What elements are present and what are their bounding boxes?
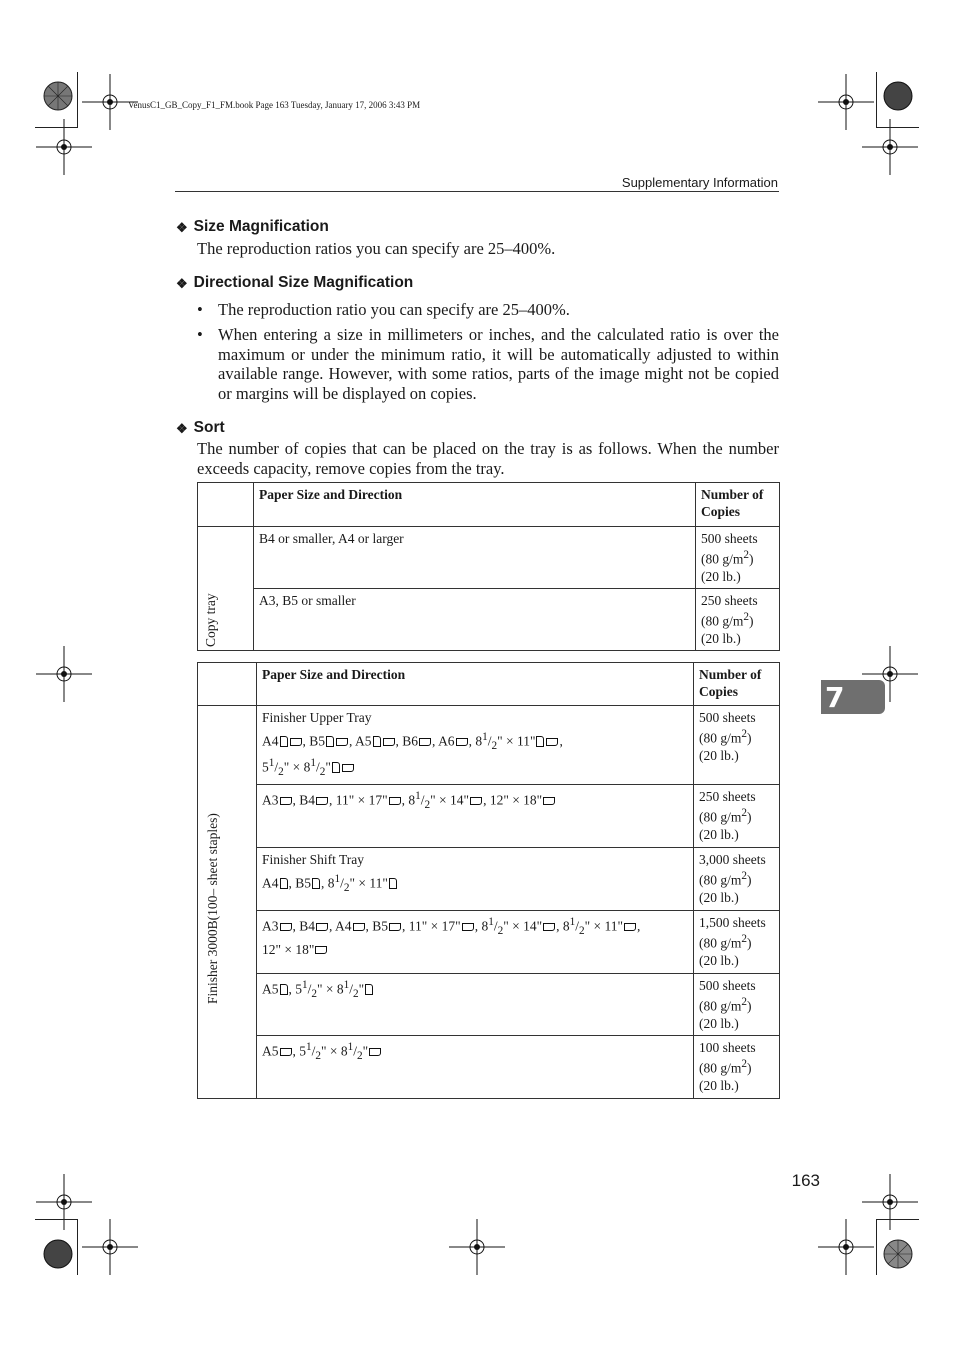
- weight-text-end: ): [749, 613, 754, 629]
- separator: ,: [474, 918, 482, 934]
- copy-tray-label-cell: [198, 527, 254, 651]
- portrait-orientation-icon: [312, 878, 320, 889]
- landscape-orientation-icon: [342, 764, 354, 772]
- bullet-text: When entering a size in millimeters or inches, and the calculated ratio is over the maximum or under the minimum ratio, it will be automatically adjusted to within available range. However, with some ratios, parts of the image might not be copied or margins will be displayed on copies.: [218, 325, 779, 403]
- landscape-orientation-icon: [316, 923, 328, 931]
- sheet-count: 250 sheets: [699, 789, 756, 805]
- finisher-label-cell: [198, 706, 257, 1099]
- count-cell: [694, 785, 780, 848]
- weight-text: (80 g/m: [699, 730, 742, 746]
- fraction-numerator: 1: [415, 790, 421, 803]
- count-cell: [696, 527, 780, 589]
- section-title: Size Magnification: [193, 218, 329, 235]
- color-wheel-mark-top-right: [870, 68, 926, 124]
- crosshair-mark-bottom-center: [449, 1219, 505, 1275]
- paper-cell: A5 , $5^1/_2$" × $8^1/_2$": [257, 1036, 694, 1099]
- size-label: A5: [262, 1043, 279, 1059]
- separator: ,: [302, 733, 310, 749]
- count-cell: [694, 911, 780, 974]
- separator: ,: [468, 733, 476, 749]
- landscape-orientation-icon: [624, 923, 636, 931]
- sheet-count: 3,000 sheets: [699, 852, 766, 868]
- landscape-orientation-icon: [316, 797, 328, 805]
- running-head: Supplementary Information: [621, 175, 778, 190]
- diamond-bullet-icon: ❖: [176, 219, 188, 235]
- crosshair-mark-left-mid: [36, 646, 92, 702]
- separator: ,: [559, 733, 563, 749]
- sort-text: The number of copies that can be placed on the tray is as follows. When the number exceeds capacity, remove copies from the tray.: [197, 439, 779, 478]
- chapter-number: 7: [825, 681, 845, 714]
- paper-weight-lb: (20 lb.): [699, 889, 739, 905]
- fraction-numerator: 1: [347, 1041, 354, 1054]
- copy-tray-label: Copy tray: [203, 593, 218, 647]
- size-label: 8: [481, 918, 489, 934]
- size-label: 8: [327, 875, 335, 891]
- size-label: " × 11": [497, 733, 536, 749]
- crop-mark: [876, 127, 919, 128]
- fraction-numerator: 1: [302, 979, 308, 992]
- crop-mark: [35, 127, 78, 128]
- landscape-orientation-icon: [419, 738, 431, 746]
- header-rule: [175, 191, 779, 192]
- size-label: 8: [408, 792, 416, 808]
- size-label: A5: [262, 981, 279, 997]
- section-heading-directional-size-magnification: [176, 274, 413, 292]
- separator: ,: [292, 1043, 300, 1059]
- header-paper-size: Paper Size and Direction: [254, 483, 696, 527]
- size-label: A4: [262, 733, 279, 749]
- landscape-orientation-icon: [456, 738, 468, 746]
- paper-cell: A5 , $5^1/_2$" × $8^1/_2$": [257, 974, 694, 1036]
- separator: ,: [483, 792, 490, 808]
- sheet-count: 1,500 sheets: [699, 915, 766, 931]
- weight-exponent: 2: [741, 933, 747, 946]
- size-label: " × 14": [430, 792, 470, 808]
- count-cell: [694, 848, 780, 911]
- landscape-orientation-icon: [290, 738, 302, 746]
- landscape-orientation-icon: [389, 797, 401, 805]
- crop-mark: [77, 1219, 78, 1275]
- size-label: 11" × 17": [335, 792, 388, 808]
- separator: ,: [288, 981, 296, 997]
- weight-text: (80 g/m: [699, 1060, 742, 1076]
- paper-weight-metric: [701, 609, 774, 630]
- count-cell: [694, 706, 780, 785]
- paper-weight-lb: (20 lb.): [701, 630, 741, 646]
- weight-text-end: ): [747, 935, 752, 951]
- crop-mark: [35, 1219, 78, 1220]
- landscape-orientation-icon: [369, 1048, 381, 1056]
- bullet-item: [197, 300, 779, 320]
- fraction-denominator: 2: [353, 988, 359, 1001]
- separator: ,: [365, 918, 373, 934]
- sheet-count: 500 sheets: [699, 978, 756, 994]
- paper-cell: A3 , B4 , 11" × 17" , $8^1/_2$" × 14" , 12" × 18": [257, 785, 694, 848]
- landscape-orientation-icon: [543, 923, 555, 931]
- weight-text: (80 g/m: [699, 872, 742, 888]
- size-label: ": [325, 759, 331, 775]
- landscape-orientation-icon: [546, 738, 558, 746]
- count-cell: [696, 589, 780, 651]
- landscape-orientation-icon: [336, 738, 348, 746]
- fraction-denominator: 2: [578, 925, 585, 938]
- paper-cell: [257, 706, 694, 785]
- color-wheel-mark-bottom-right: [870, 1226, 926, 1282]
- fraction-numerator: 1: [268, 757, 275, 770]
- size-label: A4: [262, 875, 279, 891]
- section-title: Directional Size Magnification: [193, 274, 414, 291]
- weight-text-end: ): [747, 872, 752, 888]
- crop-mark: [876, 1219, 919, 1220]
- size-label: A6: [438, 733, 455, 749]
- size-label: B5: [295, 875, 312, 891]
- crosshair-mark-bottom-1: [82, 1219, 138, 1275]
- paper-weight-lb: (20 lb.): [699, 1077, 739, 1093]
- copy-tray-table: [197, 482, 780, 651]
- weight-text-end: ): [749, 551, 754, 567]
- weight-text-end: ): [747, 809, 752, 825]
- size-label: 8: [562, 918, 570, 934]
- separator: ,: [401, 792, 409, 808]
- fraction-numerator: 1: [569, 916, 576, 929]
- separator: ,: [637, 918, 641, 934]
- weight-text-end: ): [747, 1060, 752, 1076]
- separator: ,: [395, 733, 403, 749]
- section-heading-size-magnification: [176, 218, 329, 236]
- paper-sizes: A4 , B5 , $8^1/_2$" × 11": [262, 871, 688, 897]
- size-label: 5: [262, 759, 269, 775]
- portrait-orientation-icon: [326, 736, 334, 747]
- landscape-orientation-icon: [280, 797, 292, 805]
- size-label: 11" × 17": [408, 918, 461, 934]
- weight-text: (80 g/m: [701, 551, 744, 567]
- fraction-denominator: 2: [491, 740, 498, 753]
- size-label: ": [362, 1043, 369, 1059]
- paper-weight-metric: [699, 726, 774, 747]
- fraction-numerator: 1: [488, 916, 494, 929]
- size-label: 5: [299, 1043, 306, 1059]
- separator: ,: [432, 733, 439, 749]
- landscape-orientation-icon: [383, 738, 395, 746]
- portrait-orientation-icon: [365, 984, 373, 995]
- paper-cell: A3, B5 or smaller: [254, 589, 696, 651]
- file-info: VenusC1_GB_Copy_F1_FM.book Page 163 Tuesday, January 17, 2006 3:43 PM: [128, 100, 421, 110]
- paper-weight-lb: (20 lb.): [699, 1015, 739, 1031]
- size-label: 5: [295, 981, 302, 997]
- separator: ,: [292, 792, 300, 808]
- landscape-orientation-icon: [280, 923, 292, 931]
- paper-cell: A3 , B4 , A4 , B5 , 11" × 17" , $8^1/_2$" × 14" , $8^1/_2$" × 11" , 12" × 18": [257, 911, 694, 974]
- size-label: 8: [475, 733, 483, 749]
- size-label: B5: [372, 918, 389, 934]
- crop-mark: [77, 72, 78, 128]
- separator: ,: [288, 875, 296, 891]
- paper-cell: [257, 848, 694, 911]
- fraction-numerator: 1: [306, 1041, 312, 1054]
- size-label: A3: [262, 792, 279, 808]
- section-heading-sort: [176, 419, 225, 437]
- finisher-label: Finisher 3000B(100– sheet staples): [205, 813, 220, 1004]
- size-label: A3: [262, 918, 279, 934]
- crop-mark: [876, 1219, 877, 1275]
- sheet-count: 250 sheets: [701, 593, 758, 608]
- size-label: " × 8: [317, 981, 344, 997]
- separator: ,: [329, 918, 336, 934]
- tray-label: Finisher Upper Tray: [262, 710, 372, 725]
- header-number-of-copies: Number of Copies: [694, 663, 780, 706]
- fraction-denominator: 2: [497, 925, 504, 938]
- fraction-numerator: 1: [343, 979, 350, 992]
- paper-weight-metric: [699, 994, 774, 1015]
- size-label: " × 11": [349, 875, 388, 891]
- size-label: B4: [299, 918, 316, 934]
- landscape-orientation-icon: [353, 923, 365, 931]
- weight-text: (80 g/m: [699, 998, 742, 1014]
- fraction-numerator: 1: [482, 731, 488, 743]
- diamond-bullet-icon: ❖: [176, 275, 188, 291]
- portrait-orientation-icon: [332, 762, 340, 773]
- crop-mark: [876, 72, 877, 128]
- size-label: A4: [335, 918, 352, 934]
- bullet-dot-icon: •: [197, 300, 203, 319]
- landscape-orientation-icon: [280, 1048, 292, 1056]
- chapter-tab: [821, 680, 885, 714]
- size-label: " × 8: [283, 759, 311, 775]
- paper-weight-lb: (20 lb.): [699, 826, 739, 842]
- weight-exponent: 2: [743, 549, 749, 561]
- separator: ,: [321, 875, 328, 891]
- fraction-denominator: 2: [424, 799, 431, 812]
- weight-text-end: ): [747, 730, 752, 746]
- portrait-orientation-icon: [280, 878, 288, 889]
- size-label: " × 8: [321, 1043, 348, 1059]
- finisher-table: [197, 662, 780, 1099]
- count-cell: [694, 1036, 780, 1099]
- sheet-count: 100 sheets: [699, 1040, 756, 1056]
- portrait-orientation-icon: [280, 736, 288, 747]
- weight-text: (80 g/m: [701, 613, 744, 629]
- paper-weight-metric: [701, 547, 774, 568]
- fraction-denominator: 2: [357, 1050, 363, 1063]
- sheet-count: 500 sheets: [699, 710, 756, 725]
- diamond-bullet-icon: ❖: [176, 420, 188, 436]
- section-title: Sort: [193, 419, 225, 436]
- size-label: " × 14": [503, 918, 543, 934]
- size-label: 12" × 18": [262, 941, 315, 957]
- portrait-orientation-icon: [536, 736, 544, 747]
- separator: ,: [349, 733, 356, 749]
- size-label: A5: [355, 733, 372, 749]
- bullet-text: The reproduction ratio you can specify are 25–400%.: [218, 300, 570, 319]
- paper-weight-lb: (20 lb.): [699, 952, 739, 968]
- fraction-numerator: 1: [310, 757, 317, 770]
- portrait-orientation-icon: [373, 736, 381, 747]
- fraction-denominator: 2: [315, 1050, 322, 1063]
- portrait-orientation-icon: [389, 878, 397, 889]
- separator: ,: [402, 918, 409, 934]
- size-label: ": [358, 981, 365, 997]
- separator: ,: [556, 918, 563, 934]
- weight-exponent: 2: [741, 996, 747, 1009]
- size-label: B4: [299, 792, 316, 808]
- paper-sizes: $5^1/_2$" × $8^1/_2$": [262, 755, 688, 781]
- paper-cell: B4 or smaller, A4 or larger: [254, 527, 696, 589]
- fraction-denominator: 2: [311, 988, 318, 1001]
- header-number-of-copies: Number of Copies: [696, 483, 780, 527]
- table-corner-cell: [198, 663, 257, 706]
- paper-weight-metric: [699, 1056, 774, 1077]
- separator: ,: [329, 792, 336, 808]
- weight-exponent: 2: [741, 807, 747, 820]
- weight-text: (80 g/m: [699, 809, 742, 825]
- size-label: B5: [309, 733, 326, 749]
- count-cell: [694, 974, 780, 1036]
- size-label: 12" × 18": [489, 792, 543, 808]
- fraction-denominator: 2: [278, 766, 284, 779]
- paper-weight-metric: [699, 805, 774, 826]
- sheet-count: 500 sheets: [701, 531, 758, 546]
- paper-sizes: A4 , B5 , A5 , B6 , A6 , $8^1/_2$" × 11" ,: [262, 731, 563, 753]
- landscape-orientation-icon: [389, 923, 401, 931]
- landscape-orientation-icon: [462, 923, 474, 931]
- landscape-orientation-icon: [470, 797, 482, 805]
- paper-weight-lb: (20 lb.): [699, 747, 739, 763]
- fraction-numerator: 1: [334, 873, 341, 886]
- portrait-orientation-icon: [280, 984, 288, 995]
- crosshair-mark-bottom-2: [818, 1219, 874, 1275]
- paper-weight-lb: (20 lb.): [701, 568, 741, 584]
- separator: ,: [292, 918, 300, 934]
- table-corner-cell: [198, 483, 254, 527]
- size-label: B6: [402, 733, 419, 749]
- weight-text-end: ): [747, 998, 752, 1014]
- tray-label: Finisher Shift Tray: [262, 852, 365, 868]
- weight-exponent: 2: [743, 611, 749, 623]
- weight-text: (80 g/m: [699, 935, 742, 951]
- size-label: " × 11": [584, 918, 623, 934]
- size-magnification-text: The reproduction ratios you can specify are 25–400%.: [197, 239, 556, 258]
- fraction-denominator: 2: [343, 882, 350, 895]
- page-number: 163: [791, 1171, 820, 1190]
- weight-exponent: 2: [741, 1058, 747, 1071]
- landscape-orientation-icon: [315, 946, 327, 954]
- paper-weight-metric: [699, 868, 774, 889]
- fraction-denominator: 2: [319, 766, 326, 779]
- weight-exponent: 2: [741, 870, 747, 883]
- bullet-dot-icon: •: [197, 325, 203, 344]
- landscape-orientation-icon: [543, 797, 555, 805]
- bullet-item: [197, 325, 779, 403]
- paper-weight-metric: [699, 931, 774, 952]
- weight-exponent: 2: [741, 728, 747, 740]
- header-paper-size: Paper Size and Direction: [257, 663, 694, 706]
